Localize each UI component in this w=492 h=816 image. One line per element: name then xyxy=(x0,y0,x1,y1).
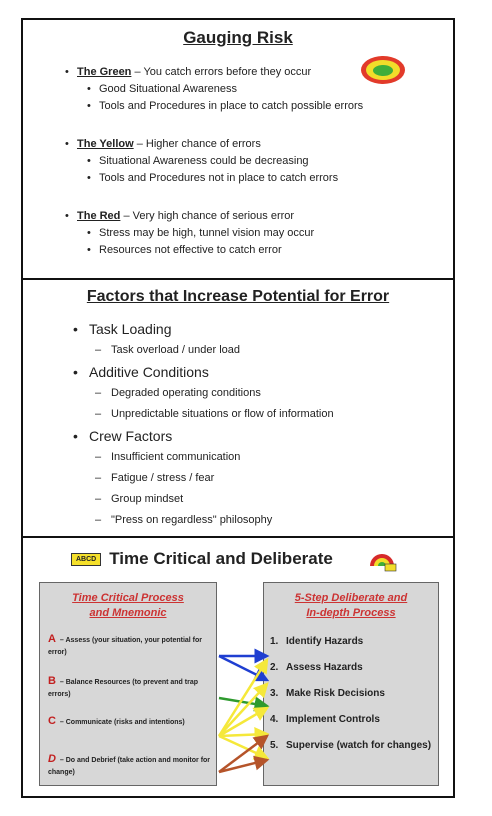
letter-c: C xyxy=(48,715,56,727)
factor-item: – Degraded operating conditions xyxy=(73,383,433,404)
factor-item: – Task overload / under load xyxy=(73,340,433,361)
factor-group: • Crew Factors xyxy=(73,425,433,447)
green-desc: – You catch errors before they occur xyxy=(131,66,312,78)
gauging-risk-section xyxy=(23,20,453,280)
list-item: • Tools and Procedures not in place to catch errors xyxy=(77,170,427,187)
letter-a: A xyxy=(48,633,56,645)
risk-green xyxy=(77,64,427,115)
factor-item: – Group mindset xyxy=(73,489,433,510)
step-number: 3. xyxy=(270,688,279,699)
letter-d: D xyxy=(48,753,56,765)
step-text: Implement Controls xyxy=(286,714,380,725)
mnemonic-text: – Do and Debrief (take action and monitor for change) xyxy=(48,757,211,776)
list-item: • Resources not effective to catch error xyxy=(77,242,427,259)
step-number: 5. xyxy=(270,740,279,751)
mnemonic-text: – Assess (your situation, your potential for error) xyxy=(48,637,202,656)
step-text: Make Risk Decisions xyxy=(286,688,385,699)
step-text: Identify Hazards xyxy=(286,636,364,647)
red-desc: – Very high chance of serious error xyxy=(120,210,295,222)
yellow-desc: – Higher chance of errors xyxy=(133,138,261,150)
gauging-risk-title: Gauging Risk xyxy=(183,28,293,47)
list-item: • Situational Awareness could be decreasing xyxy=(77,153,427,170)
left-box-title-2: and Mnemonic xyxy=(89,607,167,619)
arrow-c-4 xyxy=(219,734,267,736)
left-box-title-1: Time Critical Process xyxy=(72,592,184,604)
factors-section xyxy=(23,280,453,538)
list-item: • Stress may be high, tunnel vision may occur xyxy=(77,225,427,242)
risk-red xyxy=(77,208,427,259)
list-item: • Good Situational Awareness xyxy=(77,81,427,98)
factor-item: – Unpredictable situations or flow of information xyxy=(73,404,433,425)
arrow-c-3 xyxy=(219,708,267,736)
mnemonic-text: – Communicate (risks and intentions) xyxy=(57,719,185,726)
factor-item: – "Press on regardless" philosophy xyxy=(73,510,433,531)
document-frame xyxy=(21,18,455,798)
step-text: Supervise (watch for changes) xyxy=(286,740,432,751)
step-text: Assess Hazards xyxy=(286,662,363,673)
factors-list xyxy=(73,318,433,531)
letter-b: B xyxy=(48,675,56,687)
time-critical-section xyxy=(23,538,453,796)
connector-arrows xyxy=(23,538,453,796)
arrow-c-2 xyxy=(219,684,267,736)
factor-group: • Additive Conditions xyxy=(73,361,433,383)
factor-item: – Insufficient communication xyxy=(73,447,433,468)
green-label: The Green xyxy=(77,66,132,78)
time-critical-title: Time Critical and Deliberate xyxy=(109,549,333,568)
step-number: 2. xyxy=(270,662,279,673)
risk-yellow xyxy=(77,136,427,187)
yellow-label: The Yellow xyxy=(77,138,134,150)
factor-item: – Fatigue / stress / fear xyxy=(73,468,433,489)
list-item: • Tools and Procedures in place to catch possible errors xyxy=(77,98,427,115)
factor-group: • Task Loading xyxy=(73,318,433,340)
mnemonic-text: – Balance Resources (to prevent and trap errors) xyxy=(48,679,198,698)
step-number: 4. xyxy=(270,714,279,725)
right-box-title-2: In-depth Process xyxy=(306,607,396,619)
factors-title: Factors that Increase Potential for Error xyxy=(86,288,390,305)
step-number: 1. xyxy=(270,636,279,647)
right-box-title-1: 5-Step Deliberate and xyxy=(294,592,408,604)
arrow-a-2 xyxy=(219,656,267,680)
abcd-badge: ABCD xyxy=(71,553,101,566)
red-label: The Red xyxy=(77,210,121,222)
